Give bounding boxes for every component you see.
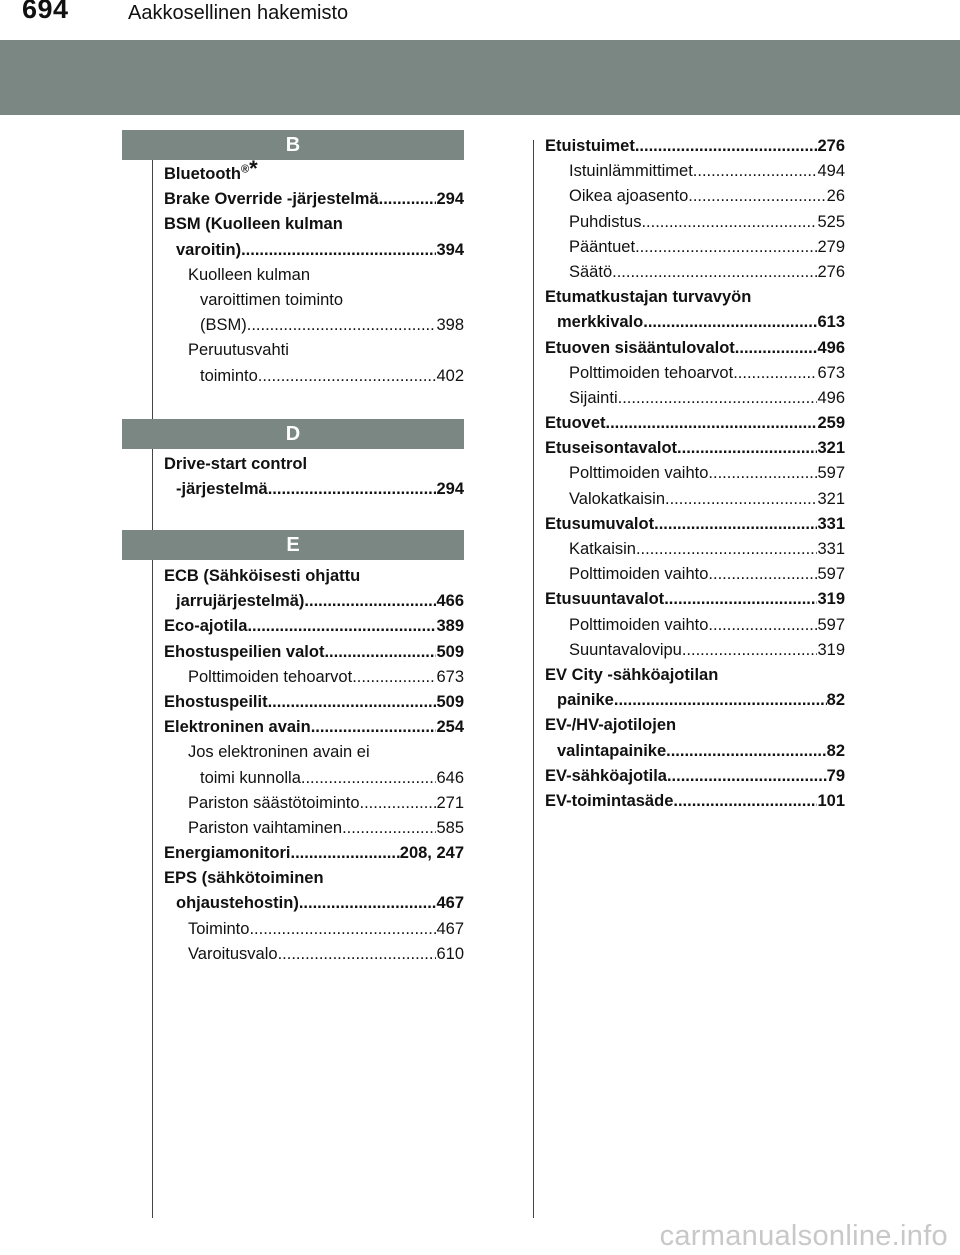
index-entry [164, 640, 464, 665]
leader-dots [666, 739, 827, 764]
index-entry [545, 285, 845, 310]
index-subentry [164, 338, 464, 363]
entry-label: Polttimoiden vaihto [569, 464, 709, 483]
entry-label: ohjaustehostin) [176, 894, 299, 913]
entry-label: toiminto [200, 366, 258, 385]
index-subentry [164, 766, 464, 791]
leader-dots [268, 690, 437, 715]
index-entry [545, 789, 845, 814]
entry-label: varoittimen toiminto [200, 290, 344, 309]
section-title: Aakkosellinen hakemisto [128, 2, 349, 24]
leader-dots [258, 364, 437, 389]
leader-dots [708, 461, 817, 486]
entry-label: Jos elektroninen avain ei [188, 743, 370, 762]
leader-dots [677, 436, 817, 461]
entry-label: -järjestelmä [176, 480, 268, 499]
entry-label: Katkaisin [569, 540, 636, 558]
entry-page: 26 [826, 187, 845, 206]
leader-dots [247, 313, 437, 338]
entry-page: 331 [817, 540, 845, 558]
leader-dots [693, 159, 818, 184]
entry-label: toimi kunnolla [200, 768, 301, 787]
entry-page: 610 [436, 944, 464, 963]
index-entry [545, 713, 845, 738]
index-block-b [164, 156, 464, 389]
index-subentry [545, 613, 845, 638]
leader-dots [268, 477, 437, 502]
entry-label: varoitin) [176, 240, 242, 259]
index-entry [164, 841, 464, 866]
leader-dots [708, 562, 817, 587]
entry-label: Toiminto [188, 919, 250, 938]
index-entry [164, 614, 464, 639]
entry-label: Pariston säästötoiminto [188, 793, 360, 812]
entry-label: Pääntuet [569, 237, 636, 256]
index-entry [164, 212, 464, 237]
entry-label: Polttimoiden vaihto [569, 615, 709, 634]
entry-label: Etuovet [545, 414, 606, 433]
entry-label: Ehostuspeilit [164, 692, 268, 711]
leader-dots [682, 638, 818, 663]
leader-dots [664, 587, 817, 612]
entry-label: Etusuuntavalot [545, 590, 665, 609]
entry-page: 467 [436, 919, 464, 938]
leader-dots [688, 184, 826, 209]
leader-dots [618, 386, 818, 411]
entry-page: 402 [436, 366, 464, 385]
index-subentry [545, 159, 845, 184]
index-subentry [164, 791, 464, 816]
leader-dots [643, 310, 817, 335]
entry-page: 82 [826, 691, 845, 710]
entry-page: 496 [817, 388, 845, 407]
entry-label: Etusumuvalot [545, 514, 655, 533]
index-entry [164, 866, 464, 891]
leader-dots [278, 942, 437, 967]
index-entry [164, 238, 464, 263]
entry-page: 254 [436, 718, 464, 737]
index-entry [545, 739, 845, 764]
page-number: 694 [22, 0, 69, 24]
index-subentry [164, 816, 464, 841]
leader-dots [635, 134, 818, 159]
left-column-rule [152, 160, 153, 1218]
leader-dots [379, 187, 437, 212]
entry-label: BSM (Kuolleen kulman [164, 215, 343, 234]
entry-label: ECB (Sähköisesti ohjattu [164, 567, 361, 585]
index-entry [545, 310, 845, 335]
entry-label: Peruutusvahti [188, 341, 289, 360]
entry-label: Polttimoiden vaihto [569, 565, 709, 584]
right-column-rule [533, 140, 534, 1218]
entry-label: Elektroninen avain [164, 718, 311, 737]
entry-page: 398 [436, 316, 464, 335]
leader-dots [299, 891, 437, 916]
entry-label: EV-toimintasäde [545, 791, 674, 810]
footnote-star: * [249, 156, 258, 181]
index-subentry [164, 665, 464, 690]
entry-label: EV-/HV-ajotilojen [545, 716, 677, 735]
entry-page: 466 [436, 592, 464, 611]
entry-label: Eco-ajotila [164, 617, 248, 636]
index-subentry [164, 740, 464, 765]
leader-dots [673, 789, 817, 814]
entry-page: 646 [436, 768, 464, 787]
entry-label: Säätö [569, 262, 613, 281]
index-entry-bluetooth [164, 156, 464, 187]
index-entry [164, 452, 464, 477]
index-subentry [164, 917, 464, 942]
index-entry [545, 436, 845, 461]
entry-page: 331 [817, 514, 845, 533]
index-entry [164, 564, 464, 589]
leader-dots [247, 614, 436, 639]
entry-page: 319 [817, 590, 845, 609]
entry-page: 496 [817, 338, 845, 357]
section-letter-e: E [122, 530, 464, 560]
entry-page: 321 [817, 489, 845, 508]
leader-dots [360, 791, 437, 816]
entry-page: 389 [436, 617, 464, 636]
index-entry [164, 715, 464, 740]
entry-page: 271 [436, 793, 464, 812]
entry-page: 394 [436, 240, 464, 259]
entry-page: 79 [826, 766, 845, 785]
entry-page: 597 [817, 464, 845, 483]
leader-dots [324, 640, 436, 665]
index-subentry [545, 386, 845, 411]
index-subentry [164, 288, 464, 313]
section-letter-d: D [122, 419, 464, 449]
leader-dots [612, 260, 817, 285]
leader-dots [352, 665, 436, 690]
entry-page: 294 [436, 190, 464, 209]
leader-dots [614, 688, 827, 713]
leader-dots [342, 816, 436, 841]
leader-dots [291, 841, 400, 866]
index-subentry [545, 184, 845, 209]
leader-dots [635, 235, 817, 260]
leader-dots [735, 336, 818, 361]
leader-dots [606, 411, 818, 436]
entry-label: merkkivalo [557, 313, 644, 332]
entry-label: Polttimoiden tehoarvot [188, 667, 353, 686]
leader-dots [636, 537, 818, 562]
entry-page: 494 [817, 162, 845, 181]
watermark: carmanualsonline.info [659, 1220, 948, 1252]
entry-page: 585 [436, 818, 464, 837]
entry-page: 276 [817, 137, 845, 155]
entry-page: 276 [817, 262, 845, 281]
entry-label: Istuinlämmittimet [569, 162, 693, 181]
entry-label: Polttimoiden tehoarvot [569, 363, 734, 382]
entry-page: 467 [436, 894, 464, 913]
index-entry [164, 589, 464, 614]
entry-label: Etuoven sisääntulovalot [545, 338, 735, 357]
entry-label: (BSM) [200, 316, 247, 335]
entry-page: 321 [817, 439, 845, 458]
index-subentry [164, 263, 464, 288]
index-entry [545, 688, 845, 713]
index-entry [164, 891, 464, 916]
leader-dots [667, 764, 827, 789]
leader-dots [654, 512, 817, 537]
entry-label: Drive-start control [164, 455, 308, 473]
leader-dots [304, 589, 436, 614]
entry-label: Kuolleen kulman [188, 265, 310, 284]
index-entry [545, 134, 845, 159]
index-subentry [545, 361, 845, 386]
index-block-d [164, 452, 464, 502]
index-block-right [545, 134, 845, 814]
entry-label: Valokatkaisin [569, 489, 665, 508]
index-subentry [545, 260, 845, 285]
leader-dots [311, 715, 437, 740]
entry-page: 509 [436, 642, 464, 661]
entry-label: Energiamonitori [164, 844, 291, 863]
index-entry [164, 477, 464, 502]
index-subentry [545, 537, 845, 562]
index-subentry [164, 364, 464, 389]
index-entry [545, 663, 845, 688]
entry-label: Sijainti [569, 388, 618, 407]
index-entry [164, 690, 464, 715]
index-entry [545, 587, 845, 612]
index-entry [545, 411, 845, 436]
index-subentry [545, 638, 845, 663]
entry-label: Ehostuspeilien valot [164, 642, 325, 661]
section-letter-b: B [122, 130, 464, 160]
entry-label: Etuseisontavalot [545, 439, 678, 458]
entry-label: Etuistuimet [545, 137, 635, 155]
leader-dots [301, 766, 437, 791]
entry-label: Pariston vaihtaminen [188, 818, 343, 837]
entry-page: 597 [817, 615, 845, 634]
entry-label: Suuntavalovipu [569, 640, 682, 659]
index-entry [545, 764, 845, 789]
index-subentry [545, 235, 845, 260]
entry-page: 82 [826, 741, 845, 760]
entry-page: 613 [817, 313, 845, 332]
entry-label: EV-sähköajotila [545, 766, 667, 785]
entry-page: 208, 247 [399, 844, 464, 863]
index-subentry [545, 562, 845, 587]
index-subentry [545, 210, 845, 235]
entry-label: Varoitusvalo [188, 944, 278, 963]
entry-page: 673 [436, 667, 464, 686]
leader-dots [665, 487, 817, 512]
entry-page: 279 [817, 237, 845, 256]
header-band [0, 40, 960, 115]
entry-label: Bluetooth [164, 165, 241, 183]
entry-label: valintapainike [557, 741, 667, 760]
entry-page: 294 [436, 480, 464, 499]
leader-dots [708, 613, 817, 638]
index-block-e [164, 564, 464, 967]
entry-label: EV City -sähköajotilan [545, 665, 719, 684]
index-subentry [545, 487, 845, 512]
leader-dots [733, 361, 817, 386]
leader-dots [241, 238, 436, 263]
index-entry [164, 187, 464, 212]
leader-dots [641, 210, 817, 235]
entry-label: Oikea ajoasento [569, 187, 689, 206]
entry-page: 673 [817, 363, 845, 382]
index-subentry [545, 461, 845, 486]
entry-page: 259 [817, 414, 845, 433]
index-subentry [164, 313, 464, 338]
entry-label: jarrujärjestelmä) [176, 592, 305, 611]
leader-dots [249, 917, 436, 942]
entry-label: Etumatkustajan turvavyön [545, 288, 752, 307]
entry-label: Puhdistus [569, 212, 642, 231]
registered-mark: ® [240, 163, 250, 176]
entry-label: Brake Override -järjestelmä [164, 190, 379, 209]
entry-page: 509 [436, 692, 464, 711]
entry-page: 101 [817, 791, 845, 810]
index-entry [545, 512, 845, 537]
index-entry [545, 336, 845, 361]
index-subentry [164, 942, 464, 967]
entry-label: painike [557, 691, 614, 710]
entry-page: 525 [817, 212, 845, 231]
entry-page: 319 [817, 640, 845, 659]
entry-page: 597 [817, 565, 845, 584]
entry-label: EPS (sähkötoiminen [164, 869, 324, 888]
